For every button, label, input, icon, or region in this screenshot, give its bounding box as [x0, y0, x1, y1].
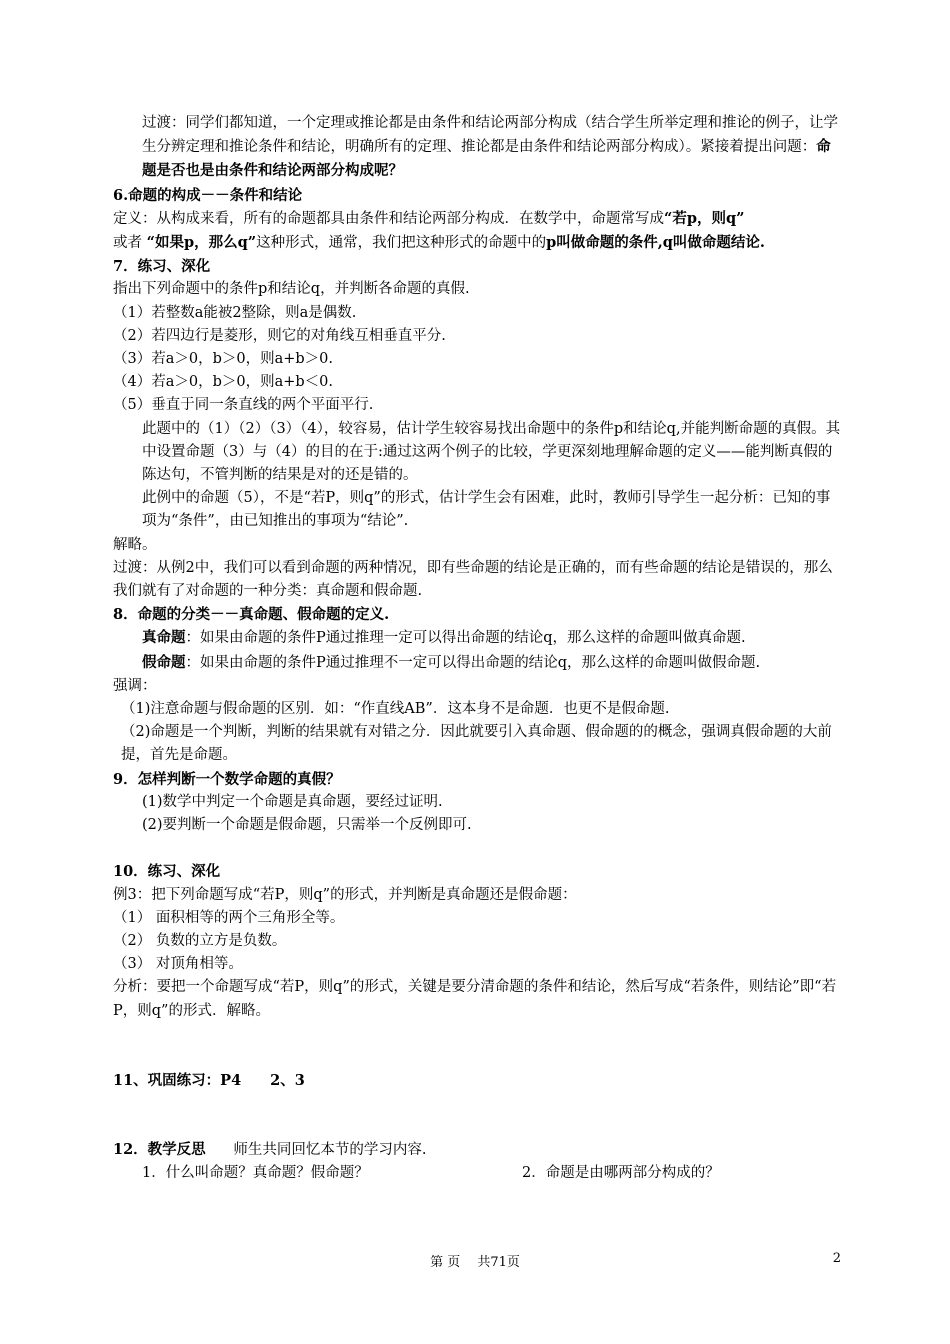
- definition-paragraph: [113, 207, 843, 255]
- heading-10: 10．练习、深化: [113, 863, 221, 881]
- definition-text-a: 定义：从构成来看，所有的命题都具由条件和结论两部分构成．在数学中，命题常写成: [113, 210, 664, 227]
- analysis-paragraph: 分析：要把一个命题写成“若P，则q”的形式，关键是要分清命题的条件和结论，然后写成“若条件，则结论”即“若P，则q”的形式．解略。: [113, 979, 837, 1019]
- emphasis-item: （1)注意命题与假命题的区别．如：“作直线AB”．这本身不是命题．也更不是假命题.: [121, 701, 670, 718]
- judgement-item: (1)数学中判定一个命题是真命题，要经过证明.: [142, 793, 443, 810]
- list-item: （2） 负数的立方是负数。: [113, 932, 287, 949]
- heading-9: 9．怎样判断一个数学命题的真假？: [113, 770, 341, 788]
- list-item: （1）若整数a能被2整除，则a是偶数.: [113, 304, 357, 321]
- transition-text: 过渡：同学们都知道，一个定理或推论都是由条件和结论两部分构成（结合学生所举定理和推论的例子，让学生分辨定理和推论条件和结论，明确所有的定理、推论都是由条件和结论两部分构成）。紧接着提出问题：: [142, 115, 838, 156]
- transition-paragraph-2: 过渡：从例2中，我们可以看到命题的两种情况，即有些命题的结论是正确的，而有些命题的结论是错误的，那么我们就有了对命题的一种分类：真命题和假命题.: [113, 559, 833, 600]
- true-proposition-text: ：如果由命题的条件P通过推理一定可以得出命题的结论q，那么这样的命题叫做真命题.: [185, 630, 746, 647]
- transition-question: 命题是否也是由条件和结论两部分构成呢？: [142, 138, 831, 180]
- document-body: [113, 112, 843, 1185]
- definition-conclusion: p叫做命题的条件,q叫做命题结论.: [546, 234, 765, 252]
- example-intro: 例3：把下列命题写成“若P，则q”的形式，并判断是真命题还是假命题：: [113, 886, 577, 903]
- transition-paragraph: [113, 112, 843, 184]
- heading-12: [113, 1138, 843, 1162]
- emphasis-item: （2)命题是一个判断，判断的结果就有对错之分．因此就要引入真命题、假命题的的概念，强调真假命题的大前提，首先是命题。: [121, 724, 832, 764]
- reflection-questions: [113, 1162, 843, 1185]
- emphasis-title: 强调：: [113, 677, 157, 694]
- heading-8: 8．命题的分类－－真命题、假命题的定义.: [113, 606, 390, 624]
- list-item: （2）若四边行是菱形，则它的对角线互相垂直平分.: [113, 327, 446, 344]
- list-item: （3）若a＞0，b＞0，则a+b＞0.: [113, 351, 334, 368]
- false-proposition-definition: [113, 651, 843, 675]
- true-proposition-definition: [113, 626, 843, 650]
- exercise-note: 此例中的命题（5），不是“若P，则q”的形式，估计学生会有困难，此时，教师引导学生一起分析：已知的事项为“条件”，由已知推出的事项为“结论”.: [142, 490, 831, 530]
- definition-form-if-so: “如果p，那么q”: [146, 234, 257, 252]
- heading-6: 6.命题的构成－－条件和结论: [113, 186, 303, 204]
- footer-page-info: 第 页 共71页: [430, 1255, 520, 1270]
- false-proposition-label: 假命题: [142, 653, 186, 671]
- list-item: （1） 面积相等的两个三角形全等。: [113, 909, 345, 926]
- judgement-item: (2)要判断一个命题是假命题，只需举一个反例即可.: [142, 817, 472, 834]
- false-proposition-text: ：如果由命题的条件P通过推理不一定可以得出命题的结论q，那么这样的命题叫做假命题.: [185, 654, 761, 671]
- list-item: （3） 对顶角相等。: [113, 956, 243, 973]
- exercise-intro: 指出下列命题中的条件p和结论q，并判断各命题的真假.: [113, 281, 470, 298]
- heading-12-label: 12．教学反思: [113, 1140, 206, 1158]
- definition-text-or: 或者: [113, 235, 142, 252]
- reflection-question: 2．命题是由哪两部分构成的？: [522, 1165, 720, 1182]
- definition-form-if-then: “若p，则q”: [664, 209, 745, 227]
- list-item: （4）若a＞0，b＞0，则a+b＜0.: [113, 374, 334, 391]
- heading-7: 7．练习、深化: [113, 258, 211, 276]
- page-number: 2: [832, 1251, 841, 1266]
- exercise-note: 此题中的（1）（2）（3）（4），较容易，估计学生较容易找出命题中的条件p和结论q,并能判断命题的真假。其中设置命题（3）与（4）的目的在于:通过这两个例子的比较，学更深刻地理解命题的定义——能判断真假的陈达句，不管判断的结果是对的还是错的。: [142, 420, 841, 484]
- list-item: （5）垂直于同一条直线的两个平面平行.: [113, 397, 374, 414]
- solution-note: 解略。: [113, 536, 157, 553]
- definition-text-e: 这种形式，通常，我们把这种形式的命题中的: [256, 235, 547, 252]
- heading-12-text: 师生共同回忆本节的学习内容.: [233, 1141, 427, 1158]
- heading-11: 11、巩固练习：P4 2、3: [113, 1071, 305, 1089]
- true-proposition-label: 真命题: [142, 629, 186, 647]
- reflection-question: 1．什么叫命题？真命题？假命题？: [142, 1165, 369, 1182]
